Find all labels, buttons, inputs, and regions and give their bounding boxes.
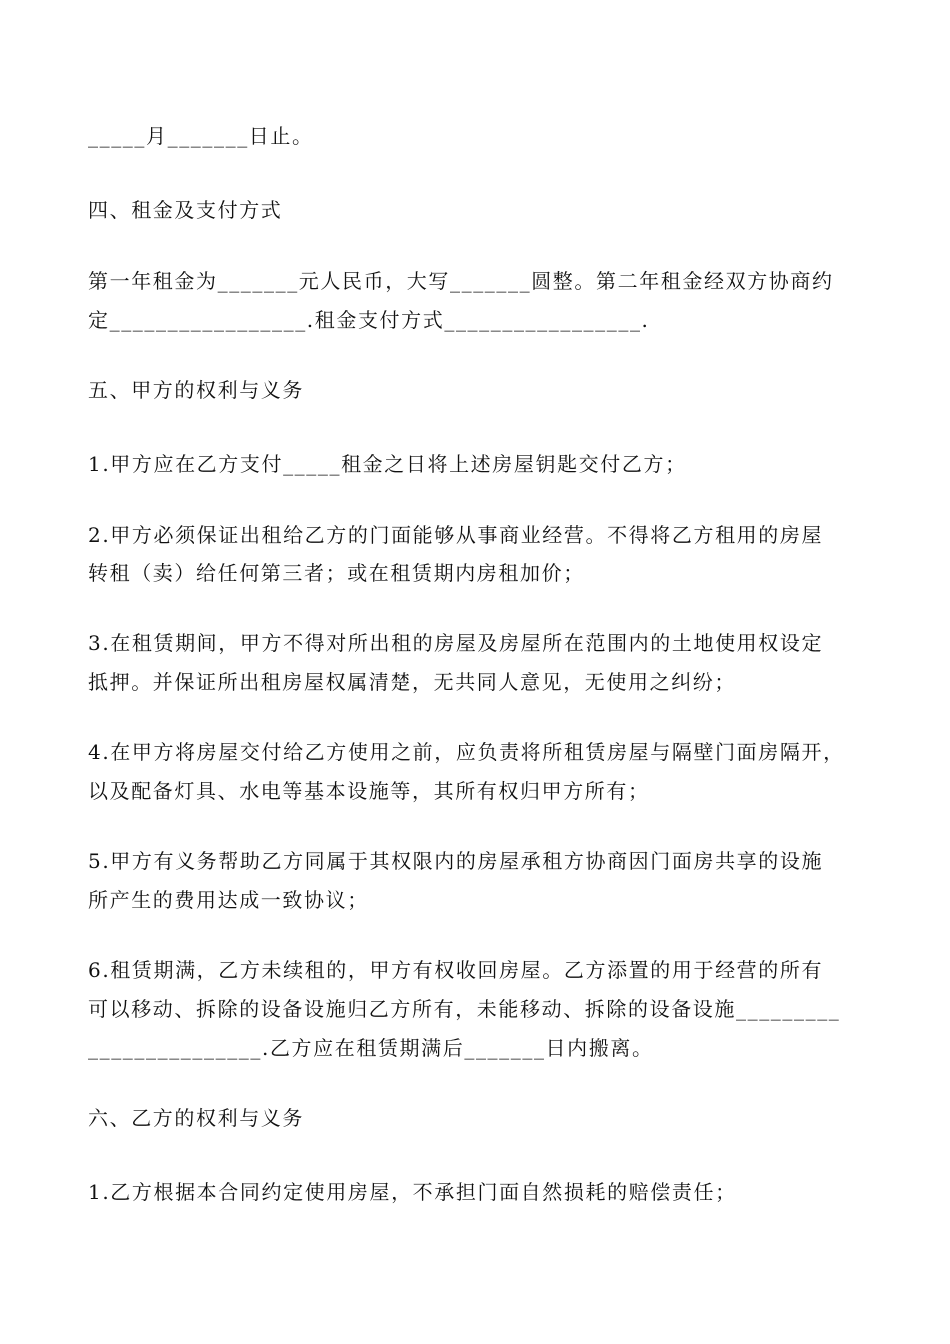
text-line: 3.在租赁期间，甲方不得对所出租的房屋及房屋所在范围内的土地使用权设定 xyxy=(88,631,824,655)
text-line: 所产生的费用达成一致协议； xyxy=(88,888,369,912)
text-line: 1.甲方应在乙方支付_____租金之日将上述房屋钥匙交付乙方； xyxy=(88,452,687,476)
text-line: 第一年租金为_______元人民币，大写_______圆整。第二年租金经双方协商约 xyxy=(88,269,834,293)
text-line: _____月_______日止。 xyxy=(88,124,314,148)
text-line: 6.租赁期满，乙方未续租的，甲方有权收回房屋。乙方添置的用于经营的所有 xyxy=(88,958,824,982)
section-heading: 五、甲方的权利与义务 xyxy=(88,378,304,402)
text-line: 5.甲方有义务帮助乙方同属于其权限内的房屋承租方协商因门面房共享的设施 xyxy=(88,849,824,873)
text-line: 4.在甲方将房屋交付给乙方使用之前，应负责将所租赁房屋与隔壁门面房隔开， xyxy=(88,740,845,764)
text-line: 1.乙方根据本合同约定使用房屋，不承担门面自然损耗的赔偿责任； xyxy=(88,1180,737,1204)
text-line: 定_________________.租金支付方式_________________. xyxy=(88,308,650,332)
section-heading: 六、乙方的权利与义务 xyxy=(88,1106,304,1130)
section-heading: 四、租金及支付方式 xyxy=(88,198,283,222)
text-line: 转租（卖）给任何第三者；或在租赁期内房租加价； xyxy=(88,561,585,585)
text-line: 以及配备灯具、水电等基本设施等，其所有权归甲方所有； xyxy=(88,779,650,803)
text-line: 可以移动、拆除的设备设施归乙方所有，未能移动、拆除的设备设施_________ xyxy=(88,997,841,1021)
text-line: _______________.乙方应在租赁期满后_______日内搬离。 xyxy=(88,1036,654,1060)
text-line: 2.甲方必须保证出租给乙方的门面能够从事商业经营。不得将乙方租用的房屋 xyxy=(88,523,824,547)
text-line: 抵押。并保证所出租房屋权属清楚，无共同人意见，无使用之纠纷； xyxy=(88,670,736,694)
